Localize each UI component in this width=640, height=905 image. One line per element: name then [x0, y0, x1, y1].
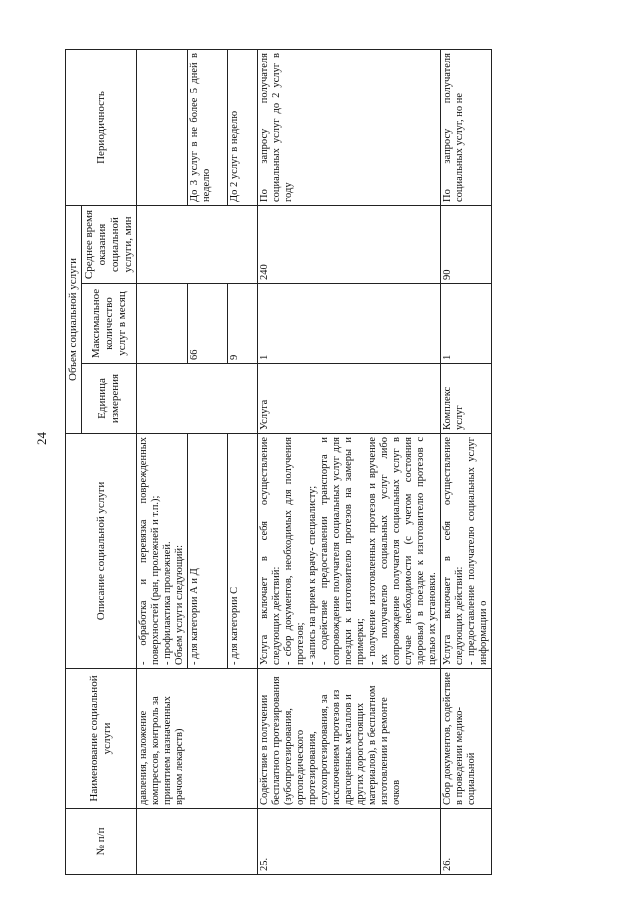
desc-line: - запись на прием к врачу- специалисту; — [307, 485, 318, 665]
header-periodicity: Периодичность — [66, 50, 137, 206]
row-continued-description — [137, 434, 188, 669]
desc-line: Услуга включает в себя осуществление следующих действий: — [442, 437, 465, 665]
row-25-period: По запросу получателя социальных услуг до 2 услуг в году — [258, 50, 441, 206]
category-a-description: - для категории А и Д — [188, 434, 228, 669]
row-26-unit: Комплекс услуг — [441, 364, 492, 434]
row-26-time: 90 — [441, 206, 492, 284]
category-c-period: До 2 услуг в неделю — [228, 50, 258, 206]
desc-line: - содействие предоставлении транспорта и сопровождение получателя социальных услуг для поездки к изготовителю протезов на замеры и примерки; — [319, 437, 366, 665]
row-continued-number — [137, 809, 258, 875]
desc-line: Услуга включает в себя осуществление следующих действий: — [259, 437, 282, 665]
desc-line: - предоставление получателю социальных услуг информации о — [466, 437, 489, 665]
header-service-volume: Объем социальной услуги — [66, 206, 82, 434]
row-continued-unit — [137, 364, 258, 434]
row-26-description — [441, 434, 492, 669]
header-average-time: Среднее время оказания социальной услуги, мин — [82, 206, 137, 284]
row-26-number: 26. — [441, 809, 492, 875]
category-c-description: - для категории С — [228, 434, 258, 669]
row-25-max: 1 — [258, 284, 441, 364]
header-unit: Единица измерения — [82, 364, 137, 434]
rotated-table-page — [65, 50, 610, 875]
row-25-unit: Услуга — [258, 364, 441, 434]
desc-line: - сбор документов, необходимых для получения протезов; — [283, 437, 306, 665]
row-25-description — [258, 434, 441, 669]
row-26-name: Сбор документов, содействие в проведении медико-социальной — [441, 669, 492, 809]
desc-line: - получение изготовленных протезов и вручение их получателю социальных услуг либо сопровождение получателя социальных услуг в случае необходимости (с учетом состояния здоровья) в поездке к изготовителю протезов с целью их установки. — [367, 437, 438, 665]
category-a-period: До 3 услуг в не более 5 дней в неделю — [188, 50, 228, 206]
row-26-period: По запросу получателя социальных услуг, но не — [441, 50, 492, 206]
row-continued-period — [137, 50, 188, 206]
header-number: № п/п — [66, 809, 137, 875]
table-row-25 — [258, 50, 441, 875]
row-25-time: 240 — [258, 206, 441, 284]
header-service-name: Наименование социальной услуги — [66, 669, 137, 809]
row-25-number: 25. — [258, 809, 441, 875]
category-a-max: 66 — [188, 284, 228, 364]
header-service-description: Описание социальной услуги — [66, 434, 137, 669]
desc-line: - обработка и перевязка поврежденных поверхностей (ран, пролежней и т.п.); — [138, 437, 161, 665]
row-continued-max — [137, 284, 188, 364]
category-c-max: 9 — [228, 284, 258, 364]
social-services-table — [65, 49, 492, 875]
table-row-continued — [137, 50, 188, 875]
desc-line: - профилактика пролежней. — [162, 541, 173, 665]
row-25-name: Содействие в получении бесплатного протезирования (зубопротезирования, ортопедического протезирования, слухопротезирования, за исключением протезов из драгоценных металлов и других дорогостоящих материалов), в бесплатном изготовлении и ремонте очков — [258, 669, 441, 809]
header-max-quantity: Максимальное количество услуг в месяц — [82, 284, 137, 364]
table-row-26 — [441, 50, 492, 875]
row-continued-name: давления, наложение компрессов, контроль за принятием назначенных врачом лекарств) — [137, 669, 258, 809]
row-continued-time — [137, 206, 258, 284]
page-number: 24 — [34, 432, 49, 445]
desc-line: Объем услуги следующий: — [174, 544, 185, 665]
row-26-max: 1 — [441, 284, 492, 364]
